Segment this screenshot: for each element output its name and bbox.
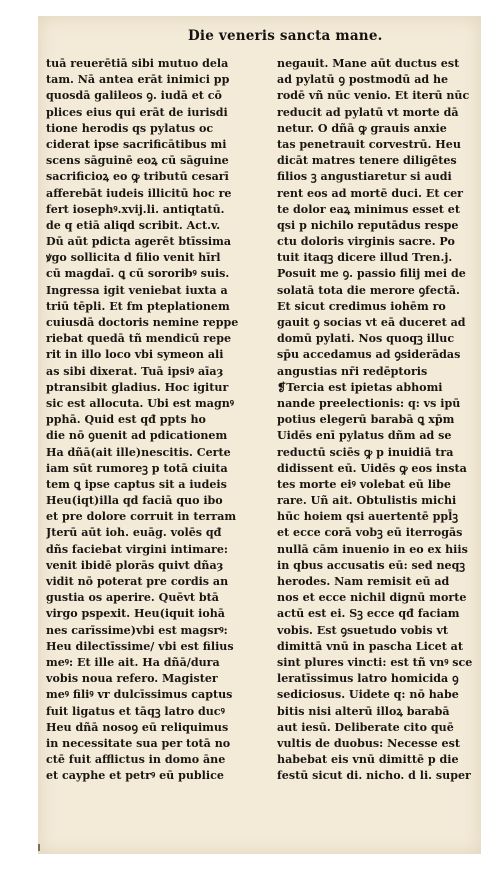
- left-column-line: Heu(iqt)illa qd faciā quo ibo: [46, 494, 223, 508]
- left-column-line: iam sūt rumoreꝫ p totā ciuita: [46, 461, 228, 475]
- left-column-line: afferebāt iudeis illicitū hoc re: [46, 186, 232, 200]
- left-column-line: Dū aūt pdicta agerēt btīssima: [46, 235, 232, 249]
- left-column-line: triū tēpli. Et fm pteplationem: [46, 299, 230, 313]
- right-column-line: actū est ei. Sꝫ ecce qđ faciam: [277, 607, 460, 621]
- right-column-line: sp̄u accedamus ad ꝯsiderādas: [277, 348, 461, 362]
- left-column-line: rit in illo loco vbi symeon ali: [46, 348, 224, 362]
- left-column-line: meꝰ filiꝰ vr dulcīssimus captus: [46, 688, 233, 702]
- right-column-line: bitis nisi alterū illoꝝ barabā: [277, 704, 450, 718]
- right-column-line: reductū sciēs ꝙ p inuidiā tra: [277, 445, 454, 459]
- right-column-line: tas penetrauit corvestrū. Heu: [277, 137, 461, 151]
- left-text-column: [46, 56, 256, 784]
- right-column-line: solatā tota die merore ꝯfectā.: [277, 283, 460, 297]
- left-column-line: meꝰ: Et ille ait. Ha dñā/dura: [46, 655, 220, 669]
- left-column-line: dñs faciebat virgini intimare:: [46, 542, 229, 556]
- left-column-line: pphā. Quid est qđ ppts ho: [46, 413, 206, 427]
- right-column-line: aut iesū. Deliberate cito quē: [277, 720, 454, 734]
- right-column-line: rodē vñ nūc venio. Et iterū nūc: [277, 89, 470, 103]
- left-column-line: venit ibidē plorās quivt dñaȝ: [46, 558, 224, 572]
- right-column-line: rare. Uñ ait. Obtulistis michi: [277, 494, 457, 508]
- right-column-line: didissent eū. Uidēs ꝙ eos insta: [277, 461, 467, 475]
- right-column-line: herodes. Nam remisit eū ad: [277, 575, 450, 588]
- right-column-line: sediciosus. Uidete q: nō habe: [277, 688, 459, 702]
- right-column-line: ❡Tercia est ipietas abhomi: [277, 380, 443, 394]
- right-column-line: Posuit me ꝯ. passio filij mei de: [277, 267, 466, 281]
- left-column-line: riebat quedā tñ mendicū repe: [46, 332, 232, 346]
- right-column-line: in qbus accusatis eū: sed neqꝫ: [277, 558, 466, 572]
- right-column-line: et ecce corā vobꝫ eū iterrogās: [277, 526, 463, 540]
- left-column-line: Ha dñā(ait ille)nescitis. Certe: [46, 445, 231, 459]
- right-column-line: hūc hoiem qsi auertentē ppl̄ꝫ: [277, 510, 459, 524]
- left-column-line: quosdā galileos ꝯ. iudā et cō: [46, 89, 222, 103]
- right-column-line: ctu doloris virginis sacre. Po: [277, 235, 455, 249]
- left-column-line: fuit ligatus et tāqꝫ latro ducꝰ: [46, 704, 225, 718]
- right-column-line: dicāt matres tenere diligētes: [277, 154, 457, 168]
- left-column-line: virgo pspexit. Heu(iquit iohā: [46, 607, 225, 621]
- left-column-line: vobis noua refero. Magister: [46, 672, 218, 686]
- right-column-line: potius elegerū barabā ꝗ xp̄m: [277, 413, 455, 427]
- left-column-line: sacrificioꝝ eo ꝙ tributū cesarī: [46, 170, 229, 184]
- left-column-line: tione herodis qs pylatus oc: [46, 121, 214, 135]
- right-column-line: qsi p nichilo reputādus respe: [277, 218, 459, 232]
- left-column-line: plices eius qui erāt de iurisdi: [46, 105, 228, 119]
- left-column-line: Ingressa igit veniebat iuxta a: [46, 283, 228, 297]
- right-column-line: festū sicut di. nicho. d li. super: [277, 769, 471, 783]
- right-column-line: domū pylati. Nos quoqꝫ illuc: [277, 332, 455, 346]
- left-column-line: scens sāguinē eoꝝ cū sāguine: [46, 154, 229, 168]
- page-edge-mark: [38, 844, 40, 851]
- left-column-line: as sibi dixerat. Tuā ipsiꝰ aīaȝ: [46, 364, 224, 378]
- right-column-line: tes morte eiꝰ volebat eū libe: [277, 477, 451, 491]
- left-column-line: cuiusdā doctoris nemine reppe: [46, 316, 239, 329]
- left-column-line: cū magdaī. ꝗ cū sororibꝰ suis.: [46, 267, 230, 281]
- left-column-line: et pre dolore corruit in terram: [46, 510, 237, 524]
- page-header: Die veneris sancta mane.: [188, 28, 383, 44]
- left-column-line: de q etiā aliqd scribit. Act.v.: [46, 218, 221, 232]
- left-column-line: fert iosephꝰ.xvij.li. antiqtatū.: [46, 202, 225, 216]
- left-column-line: Jterū aūt ioh. euāg. volēs qđ: [46, 526, 222, 540]
- left-column-line: ciderat ipse sacrificātibus mi: [46, 137, 227, 151]
- left-column-line: et cayphe et petrꝰ eū publice: [46, 769, 224, 783]
- right-column-line: te dolor eaꝝ minimus esset et: [277, 202, 460, 216]
- right-column-line: Et sicut credimus iohēm ro: [277, 299, 446, 313]
- left-column-line: tam. Nā antea erāt inimici pp: [46, 73, 230, 87]
- right-column-line: filios ꝫ angustiaretur si audi: [277, 170, 452, 184]
- right-column-line: vultis de duobus: Necesse est: [277, 736, 460, 750]
- right-column-line: negauit. Mane aūt ductus est: [277, 57, 460, 70]
- left-column-line: Heu dñā nosoꝯ eū reliquimus: [46, 720, 229, 734]
- right-column-line: vobis. Est ꝯsuetudo vobis vt: [277, 623, 449, 637]
- right-column-line: angustias nr̄i redēptoris: [277, 364, 428, 378]
- left-column-line: tuā reuerētiā sibi mutuo dela: [46, 57, 229, 70]
- right-text-column: [277, 56, 481, 784]
- right-column-line: ad pylatū ꝯ postmodū ad he: [277, 73, 449, 87]
- right-column-line: netur. O dñā ꝙ grauis anxie: [277, 121, 447, 135]
- right-column-line: sint plures vincti: est tñ vnꝰ sce: [277, 655, 473, 669]
- right-column-line: gauit ꝯ socias vt eā duceret ad: [277, 316, 466, 329]
- left-column-line: in necessitate sua per totā no: [46, 736, 231, 750]
- right-column-line: rent eos ad mortē duci. Et cer: [277, 186, 463, 200]
- left-column-line: die nō ꝯuenit ad pdicationem: [46, 429, 228, 443]
- right-column-line: habebat eis vnū dimittē p die: [277, 753, 459, 767]
- left-column-line: nes carīssime)vbi est magsrꝰ:: [46, 623, 228, 637]
- right-column-line: nos et ecce nichil dignū morte: [277, 591, 467, 605]
- book-page: [38, 16, 481, 854]
- left-column-line: vidit nō poterat pre cordis an: [46, 575, 229, 588]
- right-column-line: nullā cām inuenio in eo ex hiis: [277, 542, 468, 556]
- left-column-line: sic est allocuta. Ubi est magnꝰ: [46, 396, 235, 410]
- right-column-line: Uidēs enī pylatus dñm ad se: [277, 429, 452, 443]
- right-column-line: leratīssimus latro homicida ꝯ: [277, 672, 459, 686]
- left-column-line: ptransibit gladius. Hoc igitur: [46, 380, 229, 394]
- left-column-line: Heu dilectīssime/ vbi est filius: [46, 639, 234, 653]
- left-column-line: ctē fuit afflictus in domo āne: [46, 753, 226, 767]
- left-column-line: ꝟgo sollicita d filio venit hīrl: [46, 251, 221, 265]
- right-column-line: reducit ad pylatū vt morte dā: [277, 105, 459, 119]
- right-column-line: dimittā vnū in pascha Licet at: [277, 639, 463, 653]
- left-column-line: tem ꝗ ipse captus sit a iudeis: [46, 477, 227, 491]
- right-column-line: nande preelectionis: q: vs ipū: [277, 396, 461, 410]
- right-column-line: tuit itaqꝫ dicere illud Tren.j.: [277, 251, 453, 265]
- left-column-line: gustia os aperire. Quēvt btā: [46, 591, 219, 605]
